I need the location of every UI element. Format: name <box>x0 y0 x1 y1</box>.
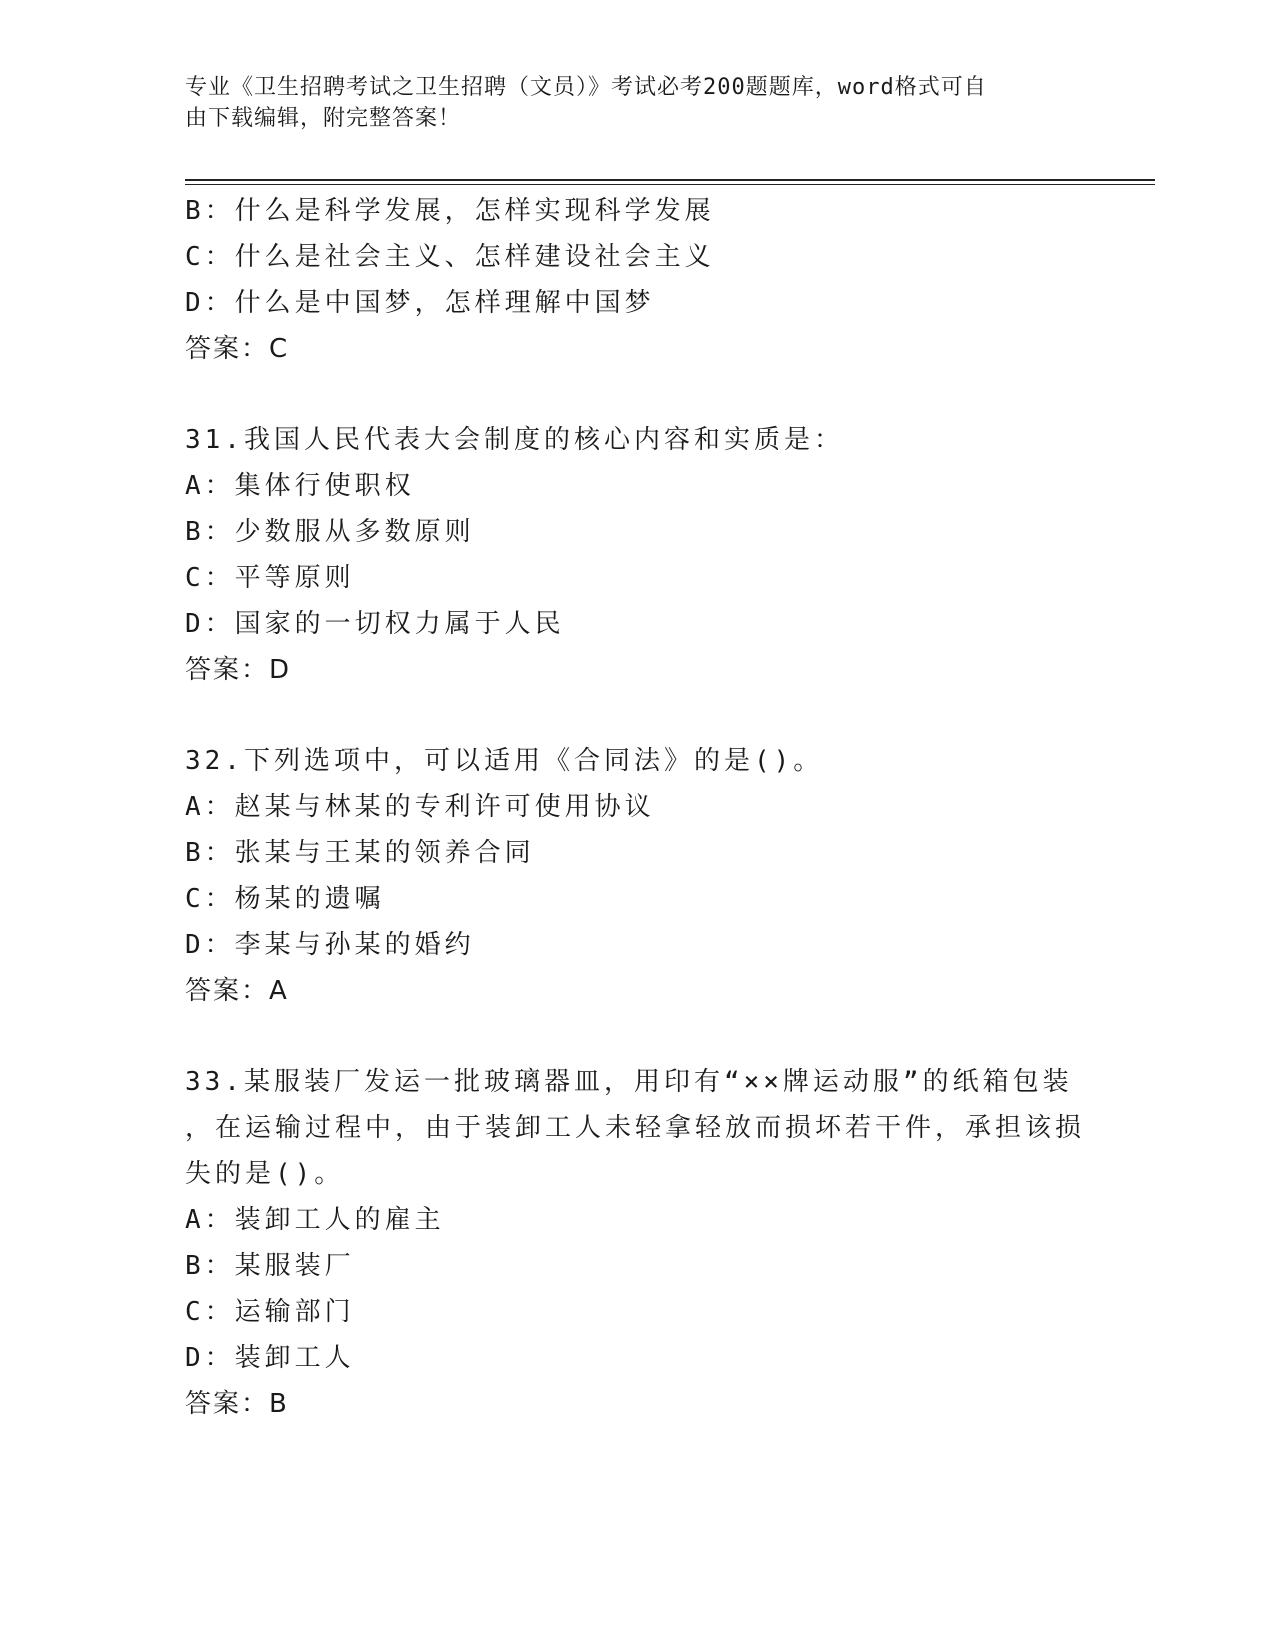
option-c: C：平等原则 <box>185 563 355 593</box>
answer-line: 答案：C <box>185 334 290 364</box>
option-a: A：装卸工人的雇主 <box>185 1205 445 1235</box>
option-d: D：国家的一切权力属于人民 <box>185 609 565 639</box>
spacer <box>185 372 1085 417</box>
header-line-2: 由下载编辑，附完整答案！ <box>185 106 462 131</box>
question-stem-line-1: 33.某服装厂发运一批玻璃器皿，用印有“××牌运动服”的纸箱包装 <box>185 1067 1073 1097</box>
option-b: B：某服装厂 <box>185 1251 355 1281</box>
question-32 <box>185 738 1085 1014</box>
header-divider-thick <box>185 179 1155 181</box>
document-header <box>185 72 1065 134</box>
header-line-1: 专业《卫生招聘考试之卫生招聘（文员）》考试必考200题题库，word格式可自 <box>185 75 987 100</box>
spacer <box>185 1014 1085 1059</box>
question-33 <box>185 1059 1085 1427</box>
question-31 <box>185 417 1085 693</box>
question-stem-line-2: ，在运输过程中，由于装卸工人未轻拿轻放而损坏若干件，承担该损 <box>185 1113 1086 1143</box>
spacer <box>185 693 1085 738</box>
question-stem: 32.下列选项中，可以适用《合同法》的是()。 <box>185 746 824 776</box>
option-d: D：李某与孙某的婚约 <box>185 930 475 960</box>
option-b: B：少数服从多数原则 <box>185 517 475 547</box>
header-divider-thin <box>185 184 1155 185</box>
question-stem-line-3: 失的是()。 <box>185 1159 345 1189</box>
answer-line: 答案：A <box>185 976 289 1006</box>
answer-line: 答案：D <box>185 655 292 685</box>
question-30-continued <box>185 188 1085 372</box>
option-c: C：什么是社会主义、怎样建设社会主义 <box>185 242 715 272</box>
answer-line: 答案：B <box>185 1389 289 1419</box>
option-d: D：什么是中国梦，怎样理解中国梦 <box>185 288 655 318</box>
option-d: D：装卸工人 <box>185 1343 355 1373</box>
option-a: A：集体行使职权 <box>185 471 415 501</box>
document-body <box>185 188 1085 1427</box>
option-a: A：赵某与林某的专利许可使用协议 <box>185 792 655 822</box>
option-c: C：运输部门 <box>185 1297 355 1327</box>
option-c: C：杨某的遗嘱 <box>185 884 385 914</box>
question-stem: 31.我国人民代表大会制度的核心内容和实质是： <box>185 425 844 455</box>
option-b: B：张某与王某的领养合同 <box>185 838 535 868</box>
option-b: B：什么是科学发展，怎样实现科学发展 <box>185 196 715 226</box>
